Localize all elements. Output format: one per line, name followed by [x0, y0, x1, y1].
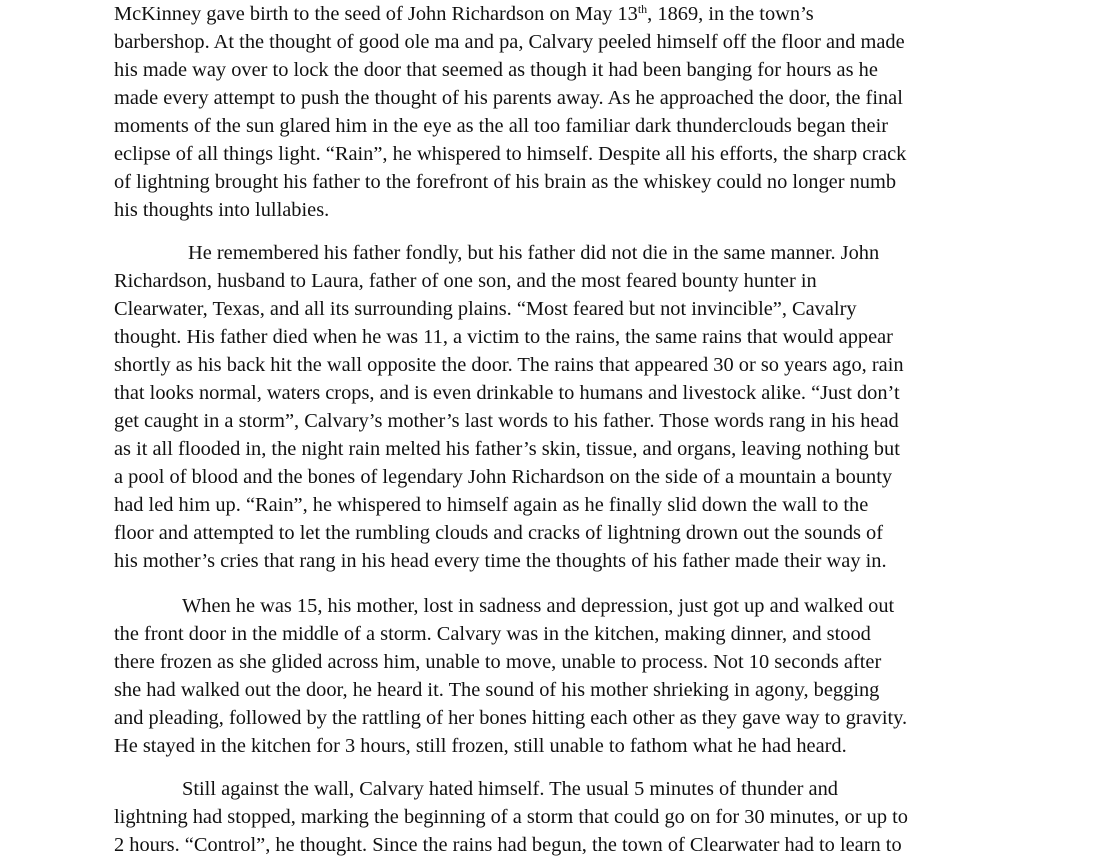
text-line: floor and attempted to let the rumbling clouds and cracks of lightning drown out the sounds of	[114, 522, 884, 544]
text-line: lightning had stopped, marking the beginning of a storm that could go on for 30 minutes, or up to	[114, 806, 908, 828]
superscript: th	[637, 2, 648, 16]
text-line: of lightning brought his father to the forefront of his brain as the whiskey could no longer numb	[114, 171, 897, 193]
text-line: his mother’s cries that rang in his head every time the thoughts of his father made their way in.	[114, 550, 887, 572]
text-line: eclipse of all things light. “Rain”, he whispered to himself. Despite all his efforts, the sharp crack	[114, 143, 907, 165]
text-line: He stayed in the kitchen for 3 hours, still frozen, still unable to fathom what he had heard.	[114, 735, 847, 757]
text-line: his made way over to lock the door that seemed as though it had been banging for hours as he	[114, 59, 878, 81]
text-line: the front door in the middle of a storm. Calvary was in the kitchen, making dinner, and stood	[114, 623, 871, 645]
text-line: Still against the wall, Calvary hated himself. The usual 5 minutes of thunder and	[182, 778, 838, 800]
text-line: a pool of blood and the bones of legendary John Richardson on the side of a mountain a bounty	[114, 466, 893, 488]
text-line: and pleading, followed by the rattling of her bones hitting each other as they gave way to gravity.	[114, 707, 908, 729]
text-line: Richardson, husband to Laura, father of one son, and the most feared bounty hunter in	[114, 270, 817, 292]
text-line: When he was 15, his mother, lost in sadness and depression, just got up and walked out	[182, 595, 895, 617]
text-line: shortly as his back hit the wall opposite the door. The rains that appeared 30 or so years ago, rain	[114, 354, 904, 376]
text-line	[114, 0, 814, 28]
text-line-part: McKinney gave birth to the seed of John Richardson on May 13	[114, 3, 638, 25]
text-line: moments of the sun glared him in the eye as the all too familiar dark thunderclouds began their	[114, 115, 889, 137]
text-line: 2 hours. “Control”, he thought. Since the rains had begun, the town of Clearwater had to learn to	[114, 834, 902, 856]
text-line: get caught in a storm”, Calvary’s mother’s last words to his father. Those words rang in his head	[114, 410, 899, 432]
text-line: that looks normal, waters crops, and is even drinkable to humans and livestock alike. “Just don’t	[114, 382, 900, 404]
text-line: his thoughts into lullabies.	[114, 199, 330, 221]
text-line: Clearwater, Texas, and all its surrounding plains. “Most feared but not invincible”, Cavalry	[114, 298, 857, 320]
text-line: as it all flooded in, the night rain melted his father’s skin, tissue, and organs, leaving nothing but	[114, 438, 900, 460]
text-line: she had walked out the door, he heard it. The sound of his mother shrieking in agony, begging	[114, 679, 880, 701]
text-line: made every attempt to push the thought of his parents away. As he approached the door, the final	[114, 87, 903, 109]
text-line: there frozen as she glided across him, unable to move, unable to process. Not 10 seconds after	[114, 651, 882, 673]
text-line: thought. His father died when he was 11, a victim to the rains, the same rains that would appear	[114, 326, 893, 348]
text-line: had led him up. “Rain”, he whispered to himself again as he finally slid down the wall to the	[114, 494, 869, 516]
text-line-part: , 1869, in the town’s	[647, 3, 814, 25]
text-line: He remembered his father fondly, but his father did not die in the same manner. John	[188, 242, 880, 264]
text-line: barbershop. At the thought of good ole ma and pa, Calvary peeled himself off the floor and made	[114, 31, 905, 53]
